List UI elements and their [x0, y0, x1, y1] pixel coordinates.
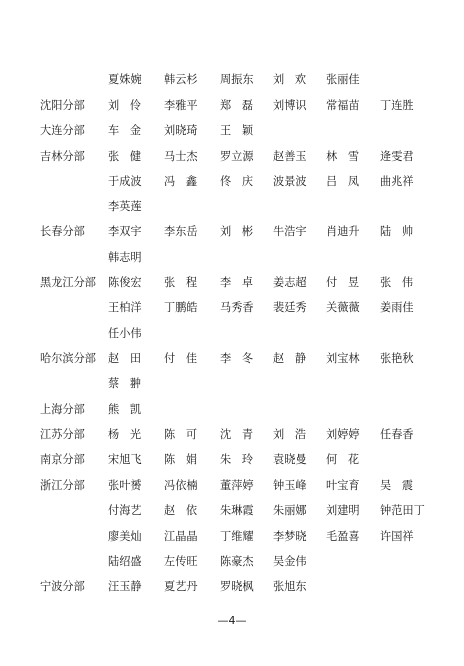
member-name: 何花 — [326, 453, 370, 466]
member-name: 曲兆祥 — [380, 175, 414, 188]
roster-line — [0, 374, 464, 394]
member-name: 刘建明 — [326, 504, 360, 517]
member-name: 杨光 — [108, 428, 152, 441]
member-name: 毛盈喜 — [326, 530, 360, 543]
member-name: 于成波 — [108, 175, 142, 188]
member-name: 丁维耀 — [220, 530, 254, 543]
member-name: 李卓 — [220, 276, 264, 289]
branch-label: 宁波分部 — [40, 580, 85, 593]
member-name: 赵依 — [164, 504, 208, 517]
member-name: 张叶赟 — [108, 479, 142, 492]
member-name: 姜志超 — [273, 276, 307, 289]
member-name: 冯鑫 — [164, 175, 208, 188]
roster-line — [0, 197, 464, 217]
member-name: 汪玉静 — [108, 580, 142, 593]
roster-line — [0, 425, 464, 445]
member-name: 赵田 — [108, 352, 152, 365]
member-name: 钟范田丁 — [380, 504, 425, 517]
member-name: 朱琳霞 — [220, 504, 254, 517]
member-name: 袁晓曼 — [273, 453, 307, 466]
roster-line — [0, 121, 464, 141]
member-name: 赵静 — [273, 352, 317, 365]
branch-label: 哈尔滨分部 — [40, 352, 96, 365]
roster-line — [0, 476, 464, 496]
member-name: 陈娟 — [164, 453, 208, 466]
member-name: 付昱 — [326, 276, 370, 289]
member-name: 钟玉峰 — [273, 479, 307, 492]
member-name: 刘宝林 — [326, 352, 360, 365]
member-name: 蔡翀 — [108, 377, 152, 390]
branch-label: 沈阳分部 — [40, 99, 85, 112]
member-name: 张健 — [108, 150, 152, 163]
member-name: 付海艺 — [108, 504, 142, 517]
member-name: 张伟 — [380, 276, 424, 289]
member-name: 姜雨佳 — [380, 301, 414, 314]
member-name: 刘晓琦 — [164, 124, 198, 137]
roster-line — [0, 349, 464, 369]
branch-label: 上海分部 — [40, 403, 85, 416]
member-name: 波景波 — [273, 175, 307, 188]
roster-line — [0, 70, 464, 90]
member-name: 裴廷秀 — [273, 301, 307, 314]
roster-line — [0, 577, 464, 597]
member-name: 宋旭飞 — [108, 453, 142, 466]
member-name: 陈可 — [164, 428, 208, 441]
branch-label: 大连分部 — [40, 124, 85, 137]
member-name: 丁连胜 — [380, 99, 414, 112]
member-name: 朱丽娜 — [273, 504, 307, 517]
branch-label: 吉林分部 — [40, 150, 85, 163]
member-name: 冯依楠 — [164, 479, 198, 492]
member-name: 车金 — [108, 124, 152, 137]
member-name: 韩志明 — [108, 251, 142, 264]
member-name: 张艳秋 — [380, 352, 414, 365]
page-number: —4— — [217, 614, 247, 627]
roster-line — [0, 527, 464, 547]
member-name: 王颖 — [220, 124, 264, 137]
member-name: 夏艺丹 — [164, 580, 198, 593]
member-name: 牛浩宇 — [273, 225, 307, 238]
member-name: 王柏洋 — [108, 301, 142, 314]
member-name: 刘彬 — [220, 225, 264, 238]
member-name: 刘浩 — [273, 428, 317, 441]
member-name: 陆绍盛 — [108, 555, 142, 568]
member-name: 陈豪杰 — [220, 555, 254, 568]
member-name: 李东岳 — [164, 225, 198, 238]
member-name: 张旭东 — [273, 580, 307, 593]
member-name: 郑磊 — [220, 99, 264, 112]
member-name: 廖美灿 — [108, 530, 142, 543]
member-name: 韩云杉 — [164, 73, 198, 86]
member-name: 吴金伟 — [273, 555, 307, 568]
member-name: 吴震 — [380, 479, 424, 492]
member-name: 常福苗 — [326, 99, 360, 112]
member-name: 任春香 — [380, 428, 414, 441]
branch-label: 浙江分部 — [40, 479, 85, 492]
roster-line — [0, 400, 464, 420]
member-name: 张程 — [164, 276, 208, 289]
member-name: 李雅平 — [164, 99, 198, 112]
member-name: 江晶晶 — [164, 530, 198, 543]
member-name: 刘婷婷 — [326, 428, 360, 441]
roster-line — [0, 552, 464, 572]
member-name: 许国祥 — [380, 530, 414, 543]
roster-line — [0, 324, 464, 344]
member-name: 朱玲 — [220, 453, 264, 466]
roster-line — [0, 222, 464, 242]
member-name: 熊凯 — [108, 403, 152, 416]
member-name: 罗晓枫 — [220, 580, 254, 593]
member-name: 李双宇 — [108, 225, 142, 238]
member-name: 赵善玉 — [273, 150, 307, 163]
roster-line — [0, 501, 464, 521]
member-name: 张丽佳 — [326, 73, 360, 86]
member-name: 周振东 — [220, 73, 254, 86]
branch-label: 长春分部 — [40, 225, 85, 238]
member-name: 佟庆 — [220, 175, 264, 188]
member-name: 关薇薇 — [326, 301, 360, 314]
member-name: 刘博识 — [273, 99, 307, 112]
member-name: 陆帅 — [380, 225, 424, 238]
member-name: 罗立源 — [220, 150, 254, 163]
member-name: 夏姝婉 — [108, 73, 142, 86]
roster-line — [0, 450, 464, 470]
roster-line — [0, 248, 464, 268]
branch-label: 南京分部 — [40, 453, 85, 466]
member-name: 叶宝育 — [326, 479, 360, 492]
member-name: 逄雯君 — [380, 150, 414, 163]
member-name: 陈俊宏 — [108, 276, 142, 289]
member-name: 李冬 — [220, 352, 264, 365]
member-name: 林雪 — [326, 150, 370, 163]
member-name: 马秀香 — [220, 301, 254, 314]
member-name: 董萍婷 — [220, 479, 254, 492]
roster-line — [0, 96, 464, 116]
member-name: 丁鹏皓 — [164, 301, 198, 314]
roster-line — [0, 172, 464, 192]
member-name: 马士杰 — [164, 150, 198, 163]
member-name: 吕凤 — [326, 175, 370, 188]
roster-line — [0, 273, 464, 293]
branch-label: 黑龙江分部 — [40, 276, 96, 289]
roster-line — [0, 147, 464, 167]
member-name: 任小伟 — [108, 327, 142, 340]
roster-line — [0, 298, 464, 318]
member-name: 李英莲 — [108, 200, 142, 213]
member-name: 肖迪升 — [326, 225, 360, 238]
member-name: 左传旺 — [164, 555, 198, 568]
branch-label: 江苏分部 — [40, 428, 85, 441]
member-name: 刘伶 — [108, 99, 152, 112]
member-name: 刘欢 — [273, 73, 317, 86]
member-name: 付佳 — [164, 352, 208, 365]
member-name: 沈青 — [220, 428, 264, 441]
member-name: 李梦晓 — [273, 530, 307, 543]
